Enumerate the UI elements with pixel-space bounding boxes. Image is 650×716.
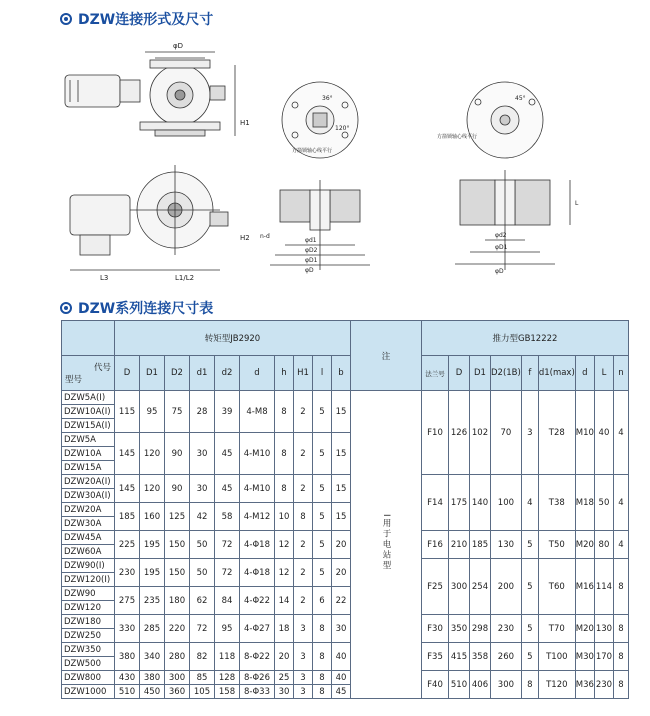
torque-value-cell: 380 [140, 671, 165, 685]
torque-value-cell: 510 [115, 685, 140, 699]
model-cell: DZW800 [62, 671, 115, 685]
torque-value-cell: 72 [190, 615, 215, 643]
thrust-value-cell: 4 [613, 475, 628, 531]
thrust-value-cell: T28 [538, 391, 575, 475]
torque-value-cell: 30 [190, 433, 215, 475]
torque-value-cell: 300 [165, 671, 190, 685]
thrust-flange-plan [437, 82, 543, 158]
torque-value-cell: 90 [165, 433, 190, 475]
thrust-col-header: D2(1B) [491, 356, 522, 391]
torque-col-header: d [240, 356, 275, 391]
thrust-value-cell: 4 [613, 531, 628, 559]
torque-value-cell: 195 [140, 531, 165, 559]
torque-value-cell: 4-M10 [240, 475, 275, 503]
torque-value-cell: 45 [215, 433, 240, 475]
torque-value-cell: 40 [332, 671, 351, 685]
model-cell: DZW30A(I) [62, 489, 115, 503]
circle-bullet-icon [60, 302, 72, 314]
torque-value-cell: 50 [190, 531, 215, 559]
torque-value-cell: 280 [165, 643, 190, 671]
thrust-value-cell: 170 [594, 643, 613, 671]
code-label: 代号 [93, 363, 111, 373]
svg-text:L1/L2: L1/L2 [175, 274, 195, 282]
torque-value-cell: 12 [275, 531, 294, 559]
thrust-type-header: 推力型GB12222 [422, 321, 629, 356]
thrust-value-cell: 300 [449, 559, 470, 615]
thrust-value-cell: 40 [594, 391, 613, 475]
thrust-value-cell: F16 [422, 531, 449, 559]
torque-value-cell: 220 [165, 615, 190, 643]
torque-value-cell: 14 [275, 587, 294, 615]
torque-value-cell: 330 [115, 615, 140, 643]
thrust-value-cell: 175 [449, 475, 470, 531]
thrust-value-cell: T38 [538, 475, 575, 531]
thrust-value-cell: 4 [613, 391, 628, 475]
torque-value-cell: 430 [115, 671, 140, 685]
svg-text:φd1: φd1 [305, 237, 317, 244]
thrust-value-cell: 8 [613, 615, 628, 643]
svg-text:φD: φD [495, 268, 504, 275]
torque-value-cell: 95 [215, 615, 240, 643]
torque-value-cell: 195 [140, 559, 165, 587]
torque-value-cell: 3 [294, 643, 313, 671]
model-cell: DZW10A(I) [62, 405, 115, 419]
thrust-value-cell: 5 [521, 531, 538, 559]
torque-col-header: h [275, 356, 294, 391]
torque-col-header: D2 [165, 356, 190, 391]
thrust-col-header: n [613, 356, 628, 391]
thrust-value-cell: 200 [491, 559, 522, 615]
thrust-value-cell: 5 [521, 615, 538, 643]
thrust-value-cell: 130 [491, 531, 522, 559]
thrust-value-cell: 80 [594, 531, 613, 559]
svg-text:L: L [575, 200, 579, 207]
thrust-value-cell: 8 [613, 643, 628, 671]
torque-value-cell: 2 [294, 587, 313, 615]
note-text: I用于电站型 [381, 514, 391, 572]
thrust-value-cell: M16 [575, 559, 594, 615]
torque-value-cell: 230 [115, 559, 140, 587]
svg-text:φD1: φD1 [305, 257, 318, 264]
torque-value-cell: 105 [190, 685, 215, 699]
thrust-value-cell: 3 [521, 391, 538, 475]
svg-text:n-d: n-d [260, 233, 270, 240]
thrust-col-header: d1(max) [538, 356, 575, 391]
torque-value-cell: 180 [165, 587, 190, 615]
torque-value-cell: 20 [332, 531, 351, 559]
torque-value-cell: 20 [332, 559, 351, 587]
torque-value-cell: 235 [140, 587, 165, 615]
torque-value-cell: 5 [313, 503, 332, 531]
svg-text:φD1: φD1 [495, 244, 508, 251]
table-row [62, 671, 629, 685]
torque-value-cell: 30 [275, 685, 294, 699]
torque-value-cell: 28 [190, 391, 215, 433]
torque-value-cell: 8 [275, 391, 294, 433]
torque-value-cell: 95 [140, 391, 165, 433]
thrust-value-cell: 5 [521, 643, 538, 671]
thrust-value-cell: M30 [575, 643, 594, 671]
torque-value-cell: 8-Φ22 [240, 643, 275, 671]
thrust-value-cell: T100 [538, 643, 575, 671]
torque-value-cell: 15 [332, 433, 351, 475]
torque-value-cell: 84 [215, 587, 240, 615]
note-header: 注 [351, 321, 422, 391]
model-cell: DZW250 [62, 629, 115, 643]
actuator-front-view [65, 42, 250, 136]
svg-text:方箭锁轴心线平行: 方箭锁轴心线平行 [292, 148, 333, 154]
thrust-value-cell: 230 [491, 615, 522, 643]
model-cell: DZW60A [62, 545, 115, 559]
thrust-value-cell: 358 [470, 643, 491, 671]
model-cell: DZW15A [62, 461, 115, 475]
torque-value-cell: 120 [140, 433, 165, 475]
torque-value-cell: 150 [165, 531, 190, 559]
torque-col-header: H1 [294, 356, 313, 391]
thrust-value-cell: 510 [449, 671, 470, 699]
torque-value-cell: 72 [215, 531, 240, 559]
thrust-value-cell: 415 [449, 643, 470, 671]
thrust-value-cell: F14 [422, 475, 449, 531]
thrust-value-cell: 114 [594, 559, 613, 615]
section-title-table: DZW系列连接尺寸表 [60, 298, 213, 318]
torque-value-cell: 185 [115, 503, 140, 531]
thrust-value-cell: 298 [470, 615, 491, 643]
torque-value-cell: 118 [215, 643, 240, 671]
torque-value-cell: 160 [140, 503, 165, 531]
torque-value-cell: 15 [332, 503, 351, 531]
model-cell: DZW30A [62, 517, 115, 531]
torque-value-cell: 50 [190, 559, 215, 587]
torque-value-cell: 40 [332, 643, 351, 671]
thrust-value-cell: 4 [521, 475, 538, 531]
thrust-value-cell: F35 [422, 643, 449, 671]
torque-col-header: d1 [190, 356, 215, 391]
torque-value-cell: 42 [190, 503, 215, 531]
model-label: 型号 [65, 375, 83, 385]
thrust-value-cell: 406 [470, 671, 491, 699]
thrust-value-cell: 8 [521, 671, 538, 699]
svg-text:φd2: φd2 [495, 232, 507, 239]
torque-col-header: d2 [215, 356, 240, 391]
torque-value-cell: 45 [332, 685, 351, 699]
torque-value-cell: 115 [115, 391, 140, 433]
actuator-top-view [70, 165, 250, 282]
torque-value-cell: 39 [215, 391, 240, 433]
torque-type-header: 转矩型JB2920 [115, 321, 351, 356]
model-cell: DZW350 [62, 643, 115, 657]
model-cell: DZW20A(I) [62, 475, 115, 489]
thrust-col-header: d [575, 356, 594, 391]
torque-value-cell: 2 [294, 391, 313, 433]
torque-value-cell: 2 [294, 433, 313, 475]
svg-text:H2: H2 [240, 234, 250, 242]
torque-value-cell: 8 [275, 433, 294, 475]
thrust-value-cell: F40 [422, 671, 449, 699]
thrust-value-cell: F25 [422, 559, 449, 615]
corner-header [62, 321, 115, 356]
torque-col-header: l [313, 356, 332, 391]
thrust-value-cell: 140 [470, 475, 491, 531]
torque-value-cell: 72 [215, 559, 240, 587]
model-cell: DZW20A [62, 503, 115, 517]
thrust-value-cell: 260 [491, 643, 522, 671]
torque-flange-section [260, 180, 370, 274]
torque-value-cell: 75 [165, 391, 190, 433]
torque-value-cell: 2 [294, 475, 313, 503]
thrust-value-cell: 50 [594, 475, 613, 531]
table-row [62, 643, 629, 657]
thrust-value-cell: T60 [538, 559, 575, 615]
torque-value-cell: 2 [294, 531, 313, 559]
torque-value-cell: 8 [313, 615, 332, 643]
torque-value-cell: 8 [313, 643, 332, 671]
torque-value-cell: 4-Φ18 [240, 531, 275, 559]
torque-value-cell: 4-Φ27 [240, 615, 275, 643]
torque-value-cell: 4-M8 [240, 391, 275, 433]
torque-value-cell: 18 [275, 615, 294, 643]
torque-value-cell: 5 [313, 433, 332, 475]
torque-value-cell: 90 [165, 475, 190, 503]
torque-value-cell: 225 [115, 531, 140, 559]
torque-value-cell: 275 [115, 587, 140, 615]
torque-value-cell: 145 [115, 475, 140, 503]
table-row [62, 615, 629, 629]
thrust-value-cell: 8 [613, 559, 628, 615]
torque-value-cell: 20 [275, 643, 294, 671]
svg-text:φD2: φD2 [305, 247, 318, 254]
model-cell: DZW1000 [62, 685, 115, 699]
thrust-value-cell: T70 [538, 615, 575, 643]
svg-text:H1: H1 [240, 119, 250, 127]
torque-value-cell: 58 [215, 503, 240, 531]
model-cell: DZW90(I) [62, 559, 115, 573]
dimension-table [61, 320, 629, 699]
torque-value-cell: 8 [313, 671, 332, 685]
thrust-value-cell: 350 [449, 615, 470, 643]
svg-text:φD: φD [305, 267, 314, 274]
torque-col-header: D [115, 356, 140, 391]
torque-value-cell: 360 [165, 685, 190, 699]
torque-col-header: D1 [140, 356, 165, 391]
thrust-col-header: L [594, 356, 613, 391]
torque-value-cell: 125 [165, 503, 190, 531]
model-cell: DZW180 [62, 615, 115, 629]
section-title-connection: DZW连接形式及尺寸 [60, 9, 213, 29]
svg-text:120°: 120° [335, 125, 350, 132]
torque-value-cell: 62 [190, 587, 215, 615]
svg-text:方箭锁轴心线平行: 方箭锁轴心线平行 [437, 134, 478, 140]
thrust-value-cell: 185 [470, 531, 491, 559]
thrust-value-cell: 230 [594, 671, 613, 699]
thrust-flange-section [455, 170, 579, 275]
torque-value-cell: 5 [313, 559, 332, 587]
model-cell: DZW45A [62, 531, 115, 545]
torque-value-cell: 3 [294, 671, 313, 685]
torque-value-cell: 10 [275, 503, 294, 531]
svg-text:L3: L3 [100, 274, 109, 282]
torque-value-cell: 5 [313, 531, 332, 559]
thrust-value-cell: 70 [491, 391, 522, 475]
thrust-value-cell: M36 [575, 671, 594, 699]
torque-value-cell: 8 [313, 685, 332, 699]
table-row [62, 391, 629, 405]
torque-value-cell: 25 [275, 671, 294, 685]
torque-flange-plan [282, 82, 358, 158]
torque-value-cell: 8 [275, 475, 294, 503]
torque-value-cell: 15 [332, 475, 351, 503]
torque-value-cell: 158 [215, 685, 240, 699]
torque-value-cell: 15 [332, 391, 351, 433]
thrust-value-cell: 254 [470, 559, 491, 615]
thrust-value-cell: M18 [575, 475, 594, 531]
torque-value-cell: 450 [140, 685, 165, 699]
torque-value-cell: 30 [332, 615, 351, 643]
torque-value-cell: 4-Φ22 [240, 587, 275, 615]
note-cell [351, 391, 422, 699]
thrust-value-cell: 300 [491, 671, 522, 699]
thrust-value-cell: 100 [491, 475, 522, 531]
thrust-value-cell: 126 [449, 391, 470, 475]
model-cell: DZW120 [62, 601, 115, 615]
thrust-value-cell: M10 [575, 391, 594, 475]
thrust-value-cell: 130 [594, 615, 613, 643]
table-row [62, 531, 629, 545]
code-model-header [62, 356, 115, 391]
torque-value-cell: 3 [294, 685, 313, 699]
svg-text:φD: φD [173, 42, 184, 50]
table-row [62, 475, 629, 489]
model-cell: DZW5A(I) [62, 391, 115, 405]
thrust-col-header: D1 [470, 356, 491, 391]
torque-value-cell: 12 [275, 559, 294, 587]
table-row [62, 559, 629, 573]
torque-value-cell: 82 [190, 643, 215, 671]
torque-value-cell: 5 [313, 475, 332, 503]
thrust-value-cell: T120 [538, 671, 575, 699]
model-cell: DZW10A [62, 447, 115, 461]
torque-value-cell: 22 [332, 587, 351, 615]
thrust-value-cell: 5 [521, 559, 538, 615]
torque-value-cell: 4-Φ18 [240, 559, 275, 587]
torque-value-cell: 45 [215, 475, 240, 503]
torque-value-cell: 120 [140, 475, 165, 503]
torque-value-cell: 30 [190, 475, 215, 503]
torque-value-cell: 380 [115, 643, 140, 671]
connection-drawings [60, 30, 620, 285]
thrust-value-cell: T50 [538, 531, 575, 559]
torque-value-cell: 8 [294, 503, 313, 531]
thrust-value-cell: M20 [575, 615, 594, 643]
thrust-value-cell: 210 [449, 531, 470, 559]
torque-value-cell: 6 [313, 587, 332, 615]
svg-text:45°: 45° [515, 95, 526, 102]
circle-bullet-icon [60, 13, 72, 25]
torque-value-cell: 4-M10 [240, 433, 275, 475]
torque-value-cell: 85 [190, 671, 215, 685]
model-cell: DZW15A(I) [62, 419, 115, 433]
thrust-value-cell: F30 [422, 615, 449, 643]
model-cell: DZW120(I) [62, 573, 115, 587]
thrust-col-header: f [521, 356, 538, 391]
thrust-value-cell: 8 [613, 671, 628, 699]
torque-value-cell: 3 [294, 615, 313, 643]
torque-value-cell: 2 [294, 559, 313, 587]
thrust-value-cell: 102 [470, 391, 491, 475]
thrust-col-header: D [449, 356, 470, 391]
svg-text:36°: 36° [322, 95, 333, 102]
torque-col-header: b [332, 356, 351, 391]
torque-value-cell: 8-Φ33 [240, 685, 275, 699]
model-cell: DZW5A [62, 433, 115, 447]
thrust-value-cell: M20 [575, 531, 594, 559]
torque-value-cell: 5 [313, 391, 332, 433]
torque-value-cell: 285 [140, 615, 165, 643]
torque-value-cell: 150 [165, 559, 190, 587]
model-cell: DZW90 [62, 587, 115, 601]
torque-value-cell: 145 [115, 433, 140, 475]
thrust-value-cell: F10 [422, 391, 449, 475]
torque-value-cell: 128 [215, 671, 240, 685]
thrust-col-header: 法兰号 [422, 356, 449, 391]
model-cell: DZW500 [62, 657, 115, 671]
torque-value-cell: 4-M12 [240, 503, 275, 531]
torque-value-cell: 8-Φ26 [240, 671, 275, 685]
torque-value-cell: 340 [140, 643, 165, 671]
